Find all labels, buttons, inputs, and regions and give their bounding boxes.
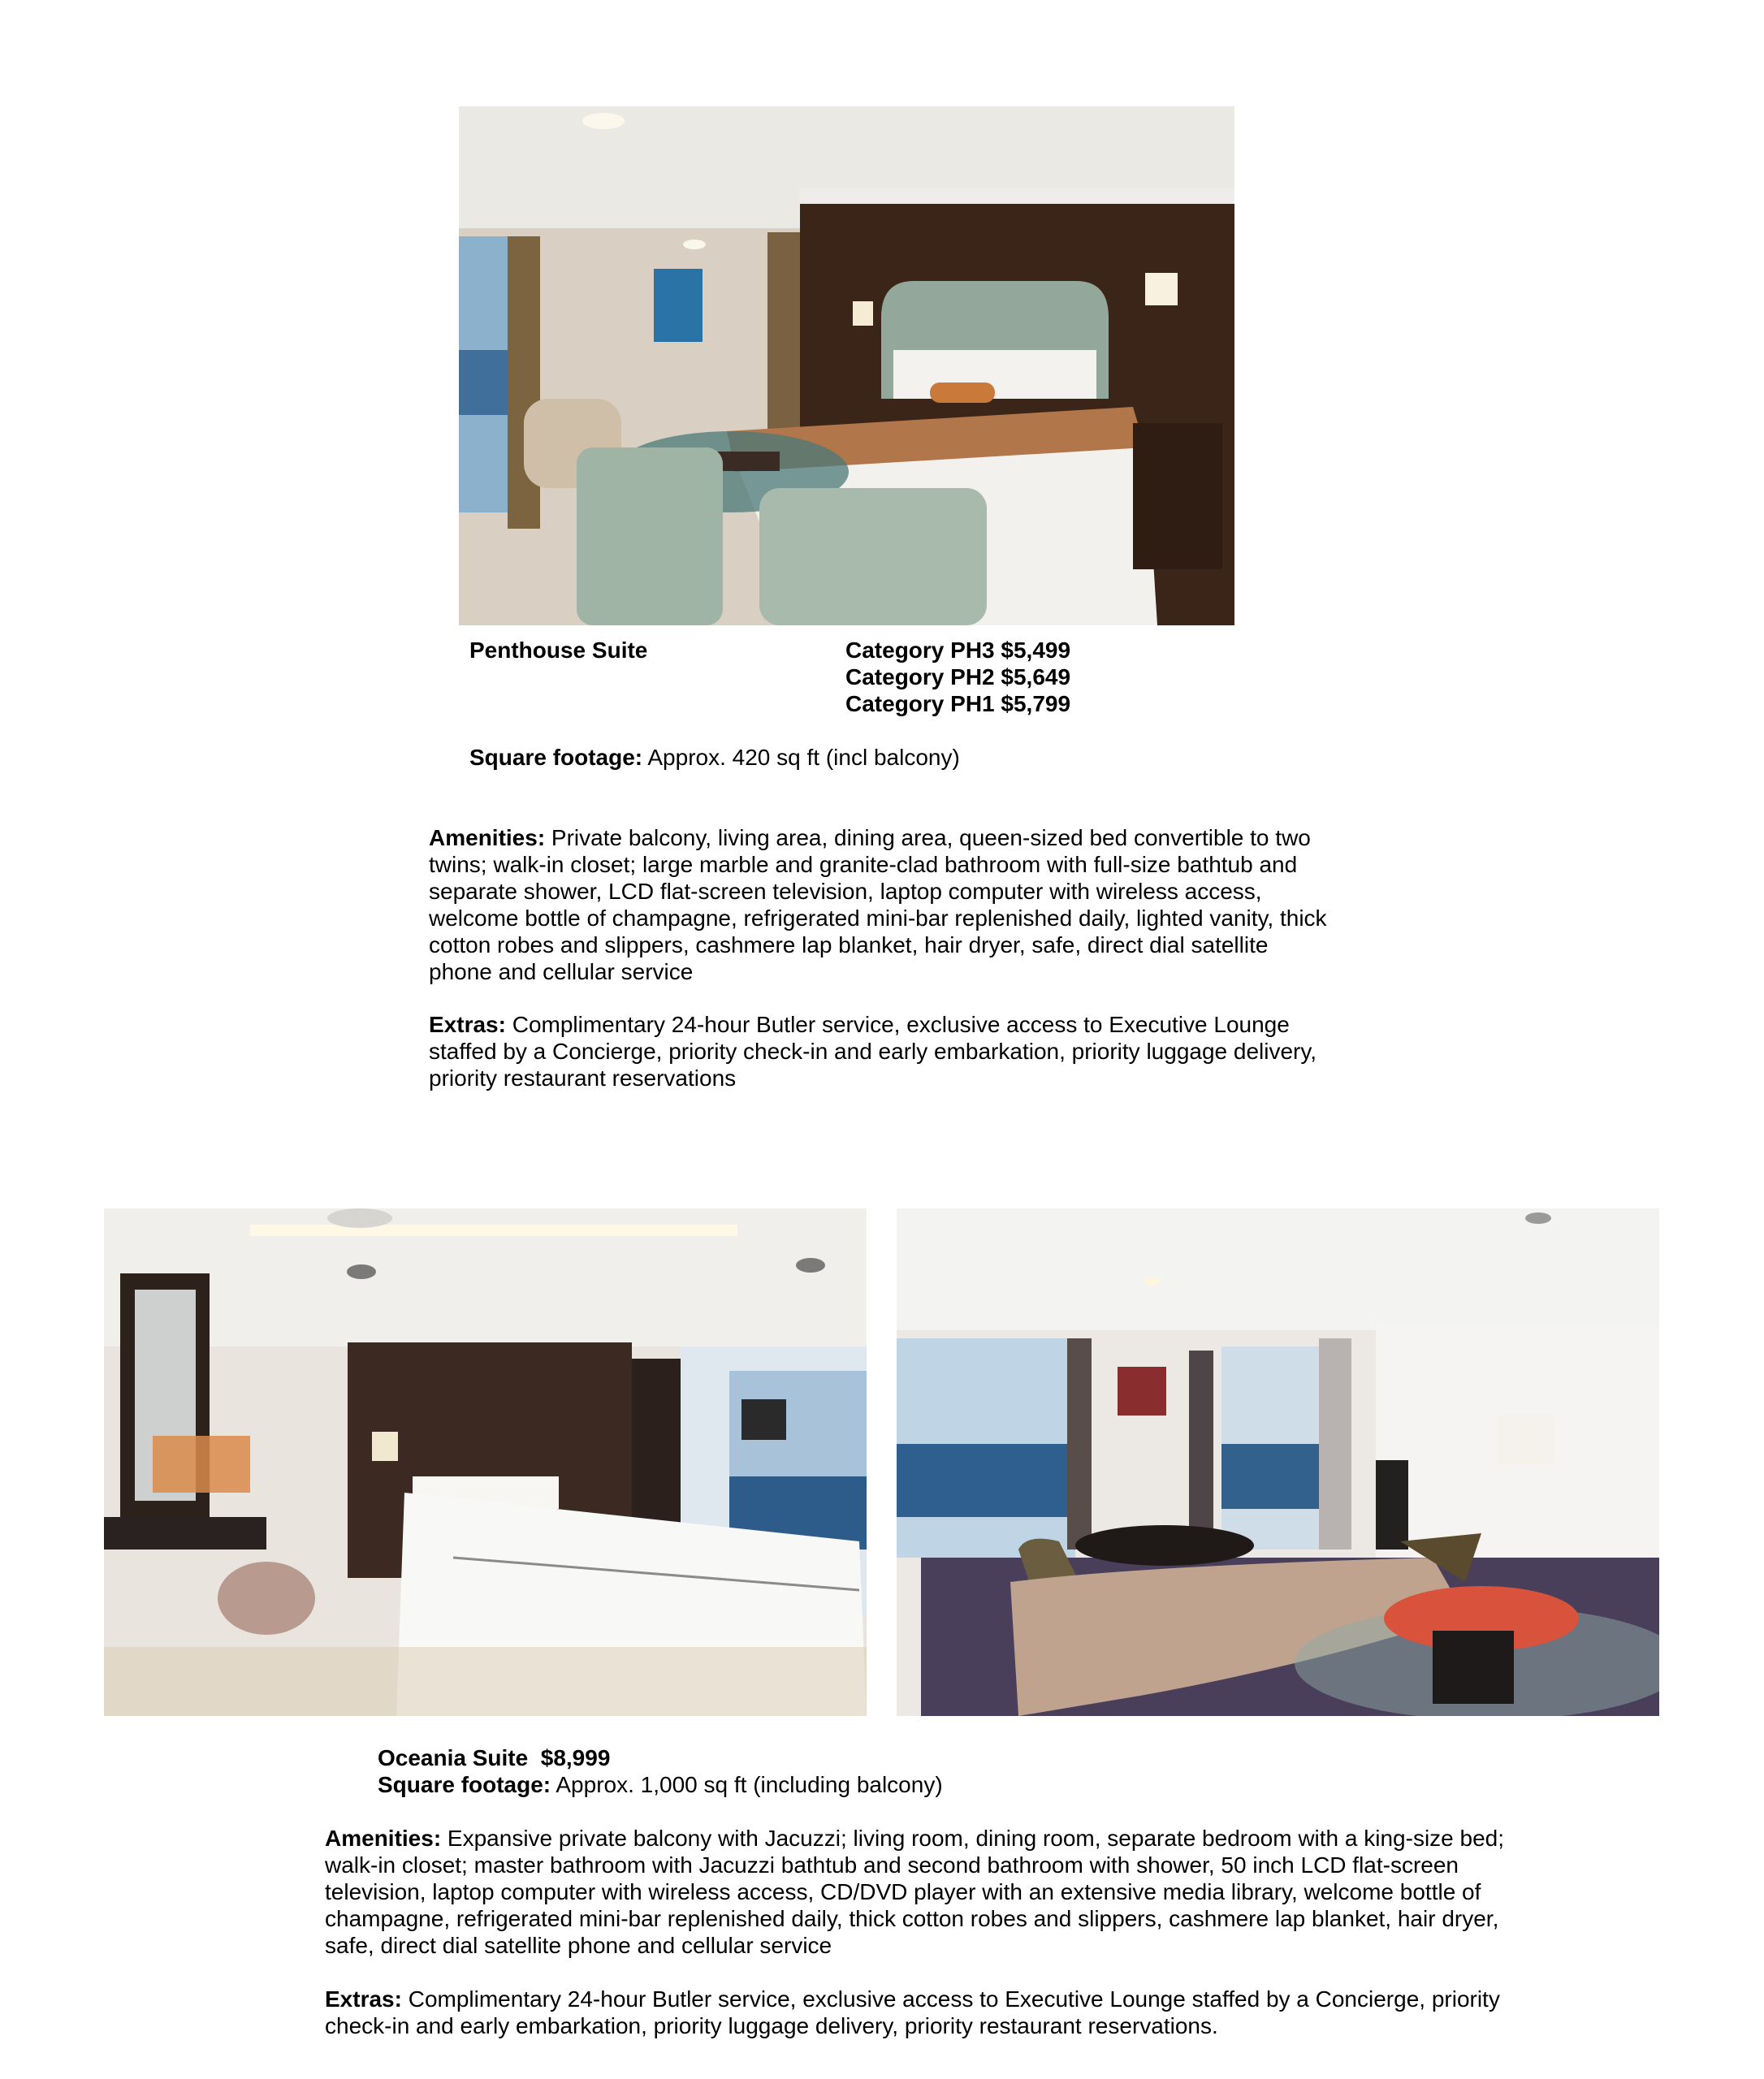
- amenities-label: Amenities:: [325, 1826, 442, 1851]
- penthouse-suite-name: Penthouse Suite: [469, 638, 648, 663]
- oceania-bedroom-photo: [104, 1208, 867, 1716]
- amenities-text: Expansive private balcony with Jacuzzi; living room, dining room, separate bedroom with a king-size bed; walk-in closet; master bathroom with Jacuzzi bathtub and second bathroom with shower, 50 inch LCD flat-screen television, laptop computer with wireless access, CD/DVD player with an extensive media library, welcome bottle of champagne, refrigerated mini-bar replenished daily, thick cotton robes and slippers, cashmere lap blanket, hair dryer, safe, direct dial satellite phone and cellular service: [325, 1826, 1505, 1958]
- oceania-amenities: [325, 1825, 1519, 1959]
- penthouse-square-footage: [469, 744, 960, 771]
- extras-text: Complimentary 24-hour Butler service, exclusive access to Executive Lounge staffed by a Concierge, priority check-in and early embarkation, priority luggage delivery, priority restaurant reservations.: [325, 1986, 1500, 2038]
- penthouse-category-ph3: Category PH3 $5,499: [845, 638, 1071, 663]
- amenities-text: Private balcony, living area, dining area, queen-sized bed convertible to two twins; walk-in closet; large marble and granite-clad bathroom with full-size bathtub and separate shower, LCD flat-screen television, laptop computer with wireless access, welcome bottle of champagne, refrigerated mini-bar replenished daily, lighted vanity, thick cotton robes and slippers, cashmere lap blanket, hair dryer, safe, direct dial satellite phone and cellular service: [429, 825, 1327, 984]
- square-footage-label: Square footage:: [469, 745, 643, 770]
- square-footage-value: Approx. 420 sq ft (incl balcony): [642, 745, 960, 770]
- extras-label: Extras:: [325, 1986, 402, 2012]
- square-footage-value: Approx. 1,000 sq ft (including balcony): [551, 1772, 943, 1797]
- penthouse-category-ph2: Category PH2 $5,649: [845, 664, 1071, 689]
- penthouse-suite-photo: [459, 106, 1234, 625]
- oceania-square-footage: [378, 1771, 943, 1798]
- penthouse-extras: [429, 1011, 1330, 1091]
- oceania-suite-title: Oceania Suite $8,999: [378, 1745, 611, 1770]
- amenities-label: Amenities:: [429, 825, 546, 850]
- extras-text: Complimentary 24-hour Butler service, exclusive access to Executive Lounge staffed by a Concierge, priority check-in and early embarkation, priority luggage delivery, priority restaurant reservations: [429, 1012, 1317, 1091]
- oceania-living-room-photo: [897, 1208, 1659, 1716]
- penthouse-amenities: [429, 824, 1330, 985]
- extras-label: Extras:: [429, 1012, 506, 1037]
- oceania-extras: [325, 1986, 1519, 2039]
- square-footage-label: Square footage:: [378, 1772, 551, 1797]
- penthouse-category-ph1: Category PH1 $5,799: [845, 691, 1071, 716]
